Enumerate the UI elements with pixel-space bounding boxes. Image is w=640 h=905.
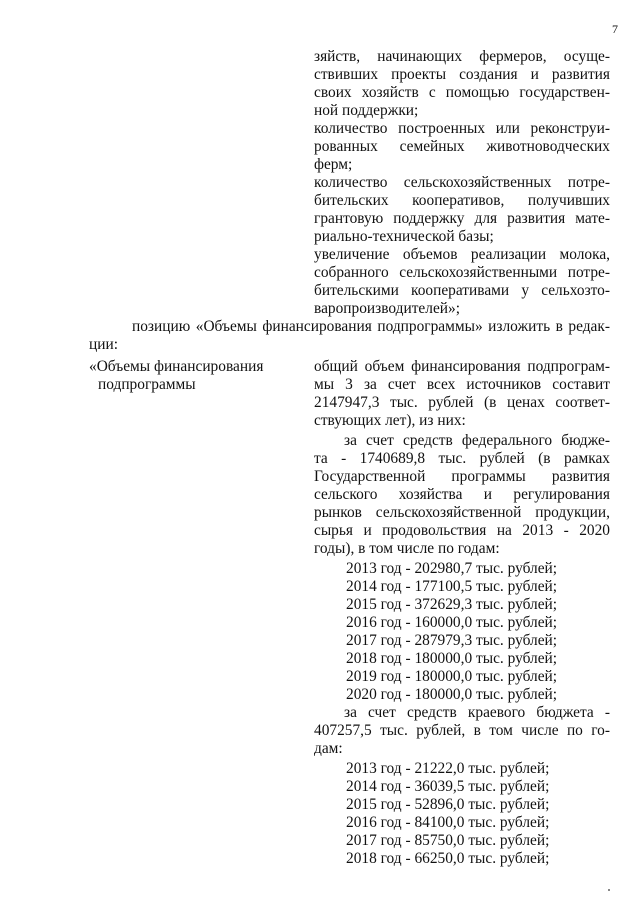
- regional-line: за счет средств краевого бюджета -: [344, 704, 610, 721]
- upper-line: варопроизводителей»;: [314, 300, 460, 317]
- federal-line: за счет средств федерального бюдже-: [344, 432, 610, 449]
- federal-line: та - 1740689,8 тыс. рублей (в рамках: [314, 450, 610, 467]
- upper-line: увеличение объемов реализации молока,: [314, 246, 610, 263]
- federal-line: сырья и продовольствия на 2013 - 2020: [314, 522, 610, 539]
- regional-year-row: 2013 год - 21222,0 тыс. рублей;: [346, 760, 550, 777]
- federal-line: годы), в том числе по годам:: [314, 540, 500, 557]
- upper-line: своих хозяйств с помощью государствен-: [314, 84, 610, 101]
- federal-line: сельского хозяйства и регулирования: [314, 486, 610, 503]
- financing-label: подпрограммы: [98, 376, 196, 393]
- upper-line: риально-технической базы;: [314, 228, 494, 245]
- regional-year-row: 2017 год - 85750,0 тыс. рублей;: [346, 832, 550, 849]
- regional-year-row: 2018 год - 66250,0 тыс. рублей;: [346, 850, 550, 867]
- federal-year-row: 2017 год - 287979,3 тыс. рублей;: [346, 632, 558, 649]
- federal-year-row: 2013 год - 202980,7 тыс. рублей;: [346, 560, 558, 577]
- upper-line: бительскими кооперативами у сельхозто-: [314, 282, 610, 299]
- federal-year-row: 2020 год - 180000,0 тыс. рублей;: [346, 686, 558, 703]
- upper-line: рованных семейных животноводческих: [314, 138, 610, 155]
- upper-line: грантовую поддержку для развития мате-: [314, 210, 610, 227]
- intro-line: ции:: [89, 336, 118, 353]
- total-line: 2147947,3 тыс. рублей (в ценах соответ-: [314, 394, 610, 411]
- federal-year-row: 2016 год - 160000,0 тыс. рублей;: [346, 614, 558, 631]
- federal-year-row: 2019 год - 180000,0 тыс. рублей;: [346, 668, 558, 685]
- regional-line: дам:: [314, 740, 343, 757]
- regional-year-row: 2016 год - 84100,0 тыс. рублей;: [346, 814, 550, 831]
- total-line: мы 3 за счет всех источников составит: [314, 376, 610, 393]
- intro-line: позицию «Объемы финансирования подпрограммы» изложить в редак-: [132, 318, 610, 335]
- upper-line: количество сельскохозяйственных потре-: [314, 174, 610, 191]
- upper-line: собранного сельскохозяйственными потре-: [314, 264, 610, 281]
- upper-line: ствивших проекты создания и развития: [314, 66, 610, 83]
- upper-line: ферм;: [314, 156, 353, 173]
- upper-line: количество построенных или реконструи-: [314, 120, 610, 137]
- federal-line: Государственной программы развития: [314, 468, 610, 485]
- page-number: 7: [612, 22, 618, 36]
- federal-year-row: 2014 год - 177100,5 тыс. рублей;: [346, 578, 558, 595]
- regional-year-row: 2015 год - 52896,0 тыс. рублей;: [346, 796, 550, 813]
- total-line: общий объем финансирования подпрограм-: [314, 358, 610, 375]
- regional-year-row: 2014 год - 36039,5 тыс. рублей;: [346, 778, 550, 795]
- upper-line: зяйств, начинающих фермеров, осуще-: [314, 48, 610, 65]
- total-line: ствующих лет), из них:: [314, 412, 466, 429]
- upper-line: ной поддержки;: [314, 102, 419, 119]
- federal-year-row: 2015 год - 372629,3 тыс. рублей;: [346, 596, 558, 613]
- financing-label: «Объемы финансирования: [89, 358, 264, 375]
- scan-speck: [608, 889, 610, 891]
- regional-line: 407257,5 тыс. рублей, в том числе по го-: [314, 722, 610, 739]
- federal-line: рынков сельскохозяйственной продукции,: [314, 504, 610, 521]
- federal-year-row: 2018 год - 180000,0 тыс. рублей;: [346, 650, 558, 667]
- upper-line: бительских кооперативов, получивших: [314, 192, 610, 209]
